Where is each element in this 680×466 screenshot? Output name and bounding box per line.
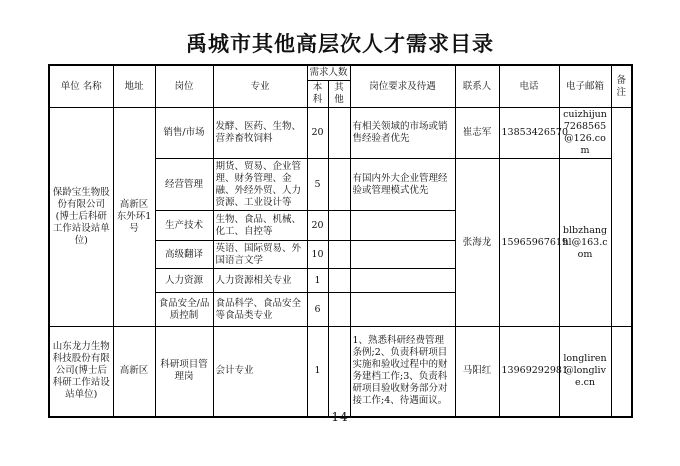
table-row xyxy=(49,108,632,159)
count-other-cell xyxy=(328,269,350,293)
email-cell: blbzhanghl@163.com xyxy=(559,159,611,327)
count-other-cell xyxy=(328,211,350,241)
requirements-cell xyxy=(350,241,455,269)
contact-cell: 崔志军 xyxy=(455,108,499,159)
major-cell: 食品科学、食品安全等食品类专业 xyxy=(213,293,307,327)
major-cell: 英语、国际贸易、外国语言文学 xyxy=(213,241,307,269)
requirements-cell: 有相关领域的市场或销售经验者优先 xyxy=(350,108,455,159)
count-undergrad-cell: 6 xyxy=(307,293,328,327)
major-cell: 发酵、医药、生物、营养畜牧饲料 xyxy=(213,108,307,159)
requirements-cell: 有国内外大企业管理经验或管理模式优先 xyxy=(350,159,455,211)
table-row xyxy=(49,327,632,417)
company-address: 高新区东外环1号 xyxy=(113,108,155,327)
count-undergrad-cell: 1 xyxy=(307,327,328,417)
count-other-cell xyxy=(328,327,350,417)
remark-cell xyxy=(611,327,632,417)
company-name: 山东龙力生物科技股份有限公司(博士后科研工作站设站单位) xyxy=(49,327,113,417)
major-cell: 会计专业 xyxy=(213,327,307,417)
page-title: 禹城市其他高层次人才需求目录 xyxy=(186,31,494,56)
count-other-cell xyxy=(328,108,350,159)
major-cell: 人力资源相关专业 xyxy=(213,269,307,293)
header-major: 专业 xyxy=(213,65,307,108)
position-cell: 销售/市场 xyxy=(155,108,213,159)
company-name: 保龄宝生物股份有限公司(博士后科研工作站设站单位) xyxy=(49,108,113,327)
email-cell: cuizhijun7268565@126.com xyxy=(559,108,611,159)
requirements-cell: 1、熟悉科研经费管理条例;2、负责科研项目实施和验收过程中的财务建档工作;3、负责科研项目验收财务部分对接工作;4、待遇面议。 xyxy=(350,327,455,417)
header-position: 岗位 xyxy=(155,65,213,108)
requirements-cell xyxy=(350,293,455,327)
count-undergrad-cell: 20 xyxy=(307,211,328,241)
remark-cell xyxy=(611,108,632,327)
major-cell: 期货、贸易、企业管理、财务管理、金融、外经外贸、人力资源、工业设计等 xyxy=(213,159,307,211)
header-unit: 单位 名称 xyxy=(49,65,113,108)
header-demand-undergrad: 本科 xyxy=(307,81,328,108)
requirements-cell xyxy=(350,269,455,293)
major-cell: 生物、食品、机械、化工、自控等 xyxy=(213,211,307,241)
count-undergrad-cell: 1 xyxy=(307,269,328,293)
count-undergrad-cell: 10 xyxy=(307,241,328,269)
position-cell: 高级翻译 xyxy=(155,241,213,269)
phone-cell: 15965967619 xyxy=(499,159,559,327)
position-cell: 科研项目管理岗 xyxy=(155,327,213,417)
header-remark: 备注 xyxy=(611,65,632,108)
header-email: 电子邮箱 xyxy=(559,65,611,108)
email-cell: longliren@longlive.cn xyxy=(559,327,611,417)
header-demand-other: 其他 xyxy=(328,81,350,108)
header-demand: 需求人数 xyxy=(307,65,350,81)
position-cell: 经营管理 xyxy=(155,159,213,211)
header-contact: 联系人 xyxy=(455,65,499,108)
count-other-cell xyxy=(328,159,350,211)
count-other-cell xyxy=(328,293,350,327)
page-number: -14- xyxy=(326,410,354,424)
header-address: 地址 xyxy=(113,65,155,108)
header-phone: 电话 xyxy=(499,65,559,108)
position-cell: 食品安全/品质控制 xyxy=(155,293,213,327)
count-undergrad-cell: 20 xyxy=(307,108,328,159)
requirements-cell xyxy=(350,211,455,241)
position-cell: 人力资源 xyxy=(155,269,213,293)
position-cell: 生产技术 xyxy=(155,211,213,241)
count-undergrad-cell: 5 xyxy=(307,159,328,211)
header-requirements: 岗位要求及待遇 xyxy=(350,65,455,108)
phone-cell: 13853426570 xyxy=(499,108,559,159)
count-other-cell xyxy=(328,241,350,269)
company-address: 高新区 xyxy=(113,327,155,417)
phone-cell: 13969292981 xyxy=(499,327,559,417)
contact-cell: 张海龙 xyxy=(455,159,499,327)
contact-cell: 马阳红 xyxy=(455,327,499,417)
talent-demand-table xyxy=(48,64,633,418)
